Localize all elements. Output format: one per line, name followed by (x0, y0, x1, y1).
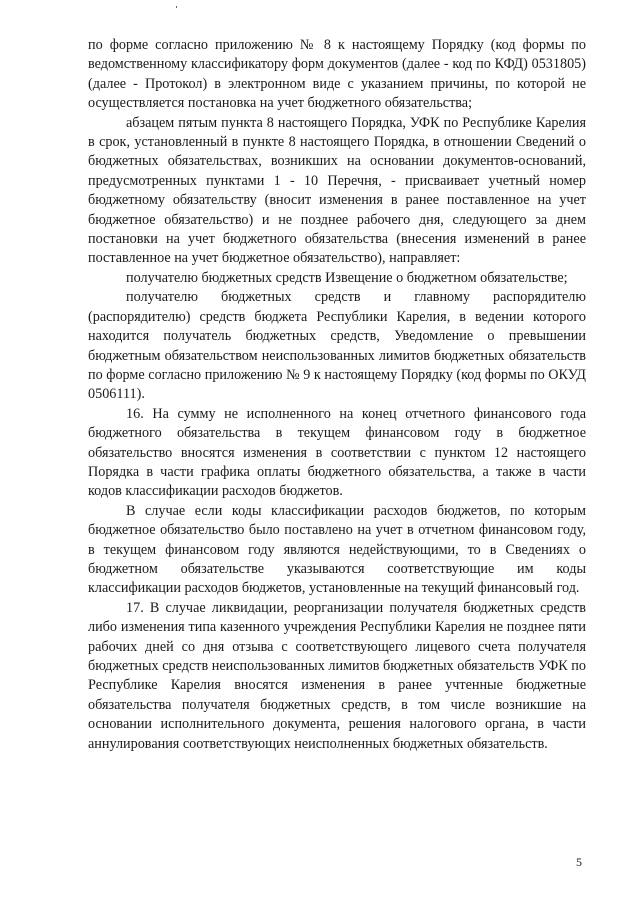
paragraph-recipient-and-manager: получателю бюджетных средств и главному распорядителю (распорядителю) средств бюджета Республики Карелия, в ведении которого находится получатель бюджетных средств, Уведомление о превышении бюджетным обязательством неиспользованных лимитов бюджетных обязательств по форме согласно приложению № 9 к настоящему Порядку (код формы по ОКУД 0506111). (88, 289, 586, 403)
paragraph-item-16: 16. На сумму не исполненного на конец отчетного финансового года бюджетного обязательства в текущем финансовом году в бюджетное обязательство вносятся изменения в соответствии с пунктом 12 настоящего Порядка в части графика оплаты бюджетного обязательства, а также в части кодов классификации расходов бюджетов. (88, 405, 586, 500)
paragraph-invalid-codes: В случае если коды классификации расходов бюджетов, по которым бюджетное обязательство было поставлено на учет в отчетном финансовом году, в текущем финансовом году являются недействующими, то в Сведениях о бюджетном обязательстве указываются соответствующие им коды классификации расходов бюджетов, установленные на текущий финансовый год. (88, 502, 586, 597)
document-body (88, 36, 586, 754)
paragraph-recipient-notice: получателю бюджетных средств Извещение о бюджетном обязательстве; (126, 269, 568, 286)
scan-speck (176, 6, 177, 8)
paragraph-paragraph-five: абзацем пятым пункта 8 настоящего Порядка, УФК по Республике Карелия в срок, установленный в пункте 8 настоящего Порядка, в отношении Сведений о бюджетных обязательствах, возникших на основании документов-оснований, предусмотренных пунктами 1 - 10 Перечня, - присваивает учетный номер бюджетному обязательству (вносит изменения в ранее поставленное на учет бюджетное обязательство) и не позднее рабочего дня, следующего за днем постановки на учет бюджетного обязательства (внесения изменений в ранее поставленное на учет бюджетное обязательство), направляет: (88, 114, 586, 267)
paragraph-protocol-form: по форме согласно приложению № 8 к настоящему Порядку (код формы по ведомственному классификатору форм документов (далее - код по КФД) 0531805) (далее - Протокол) в электронном виде с указанием причины, по которой не осуществляется постановка на учет бюджетного обязательства; (88, 37, 586, 112)
paragraph-item-17: 17. В случае ликвидации, реорганизации получателя бюджетных средств либо изменения типа казенного учреждения Республики Карелия не позднее пяти рабочих дней со дня отзыва с соответствующего лицевого счета получателя бюджетных средств неиспользованных лимитов бюджетных обязательств УФК по Республике Карелия вносятся изменения в ранее учтенные бюджетные обязательства получателя бюджетных средств, в том числе возникшие на основании исполнительного документа, решения налогового органа, в части аннулирования соответствующих неисполненных бюджетных обязательств. (88, 599, 586, 752)
page-number: 5 (576, 855, 582, 869)
